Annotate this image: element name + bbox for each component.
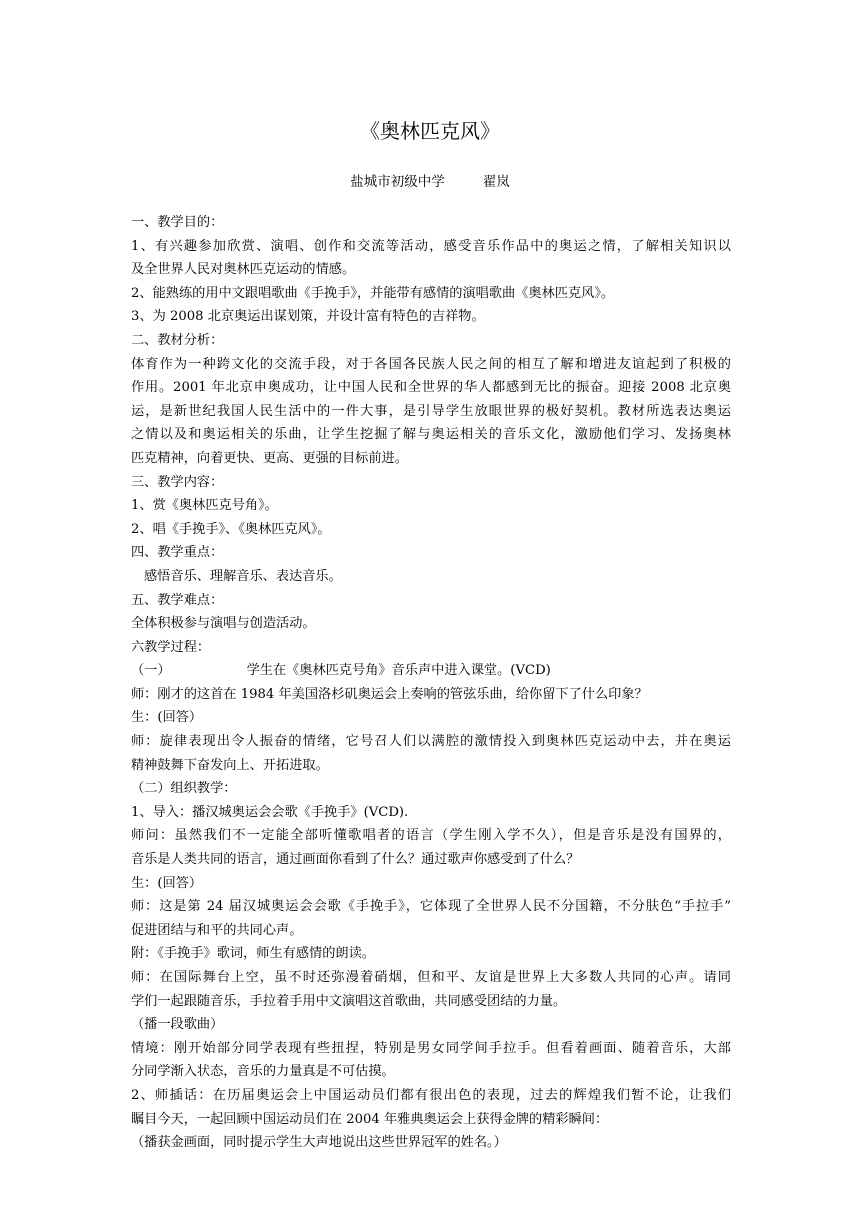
paragraph-line: 2、师插话：在历届奥运会上中国运动员们都有很出色的表现，过去的辉煌我们暂不论，让我们 [131, 1087, 731, 1103]
paragraph-line: 音乐是人类共同的语言，通过画面你看到了什么？通过歌声你感受到了什么？ [131, 852, 580, 868]
school-name: 盐城市初级中学 [350, 174, 445, 190]
paragraph-line: 分同学渐入状态，音乐的力量真是不可估摸。 [131, 1064, 395, 1080]
paragraph-line: 匹克精神，向着更快、更高、更强的目标前进。 [131, 450, 408, 466]
document-title: 《奥林匹克风》 [360, 119, 500, 143]
section-heading: （二）组织教学： [131, 781, 237, 797]
section-heading: 三、教学内容： [131, 474, 224, 490]
paragraph-line: （播一段歌曲） [131, 1017, 224, 1033]
paragraph-line: （播获金画面，同时提示学生大声地说出这些世界冠军的姓名。） [131, 1135, 507, 1151]
paragraph-line: 感悟音乐、理解音乐、表达音乐。 [144, 568, 342, 584]
step-label: （一） [131, 663, 171, 679]
paragraph-line: 师问：虽然我们不一定能全部听懂歌唱者的语言（学生刚入学不久），但是音乐是没有国界的， [131, 828, 731, 844]
paragraph-line: 促进团结与和平的共同心声。 [131, 922, 303, 938]
paragraph-line: 附：《手挽手》歌词，师生有感情的朗读。 [131, 946, 375, 962]
paragraph-line: 及全世界人民对奥林匹克运动的情感。 [131, 262, 356, 278]
document-body [131, 211, 731, 1155]
paragraph-line: 3、为 2008 北京奥运出谋划策，并设计富有特色的吉祥物。 [131, 309, 485, 325]
paragraph-line: 瞩目今天，一起回顾中国运动员们在 2004 年雅典奥运会上获得金牌的精彩瞬间： [131, 1111, 609, 1127]
section-heading: 四、教学重点： [131, 545, 224, 561]
paragraph-line: 全体积极参与演唱与创造活动。 [131, 616, 316, 632]
paragraph-line [131, 659, 731, 683]
paragraph-line: 体育作为一种跨文化的交流手段，对于各国各民族人民之间的相互了解和增进友谊起到了积极的 [131, 356, 731, 372]
section-heading: 六教学过程： [131, 639, 211, 655]
paragraph-line: 情境：刚开始部分同学表现有些扭捏，特别是男女同学间手拉手。但看着画面、随着音乐，大部 [131, 1040, 731, 1056]
paragraph-line: 师：这是第 24 届汉城奥运会会歌《手挽手》，它体现了全世界人民不分国籍，不分肤色“手拉手” [131, 899, 731, 915]
author-name: 翟岚 [482, 174, 510, 190]
paragraph-line: 学们一起跟随音乐，手拉着手用中文演唱这首歌曲，共同感受团结的力量。 [131, 993, 567, 1009]
paragraph-line: 2、唱《手挽手》、《奥林匹克风》。 [131, 521, 331, 537]
paragraph-line: 1、导入：播汉城奥运会会歌《手挽手》(VCD). [131, 804, 409, 820]
paragraph-line: 作用。2001 年北京申奥成功，让中国人民和全世界的华人都感到无比的振奋。迎接 2008 北京奥 [131, 380, 731, 396]
paragraph-line: 之情以及和奥运相关的乐曲，让学生挖掘了解与奥运相关的音乐文化，激励他们学习、发扬奥林 [131, 427, 731, 443]
step-text: 学生在《奥林匹克号角》音乐声中进入课堂。(VCD) [246, 663, 551, 679]
document-byline [0, 173, 860, 191]
section-heading: 二、教材分析： [131, 332, 224, 348]
section-heading: 五、教学难点： [131, 592, 224, 608]
paragraph-line: 1、赏《奥林匹克号角》。 [131, 498, 278, 514]
paragraph-line: 精神鼓舞下奋发向上、开拓进取。 [131, 757, 329, 773]
paragraph-line: 师：刚才的这首在 1984 年美国洛杉矶奥运会上奏响的管弦乐曲，给你留下了什么印象？ [131, 686, 648, 702]
paragraph-line: 生：(回答） [131, 875, 203, 891]
section-heading: 一、教学目的： [131, 215, 224, 230]
paragraph-line: 师：旋律表现出令人振奋的情绪，它号召人们以满腔的激情投入到奥林匹克运动中去，并在奥运 [131, 734, 731, 750]
paragraph-line: 1、有兴趣参加欣赏、演唱、创作和交流等活动，感受音乐作品中的奥运之情，了解相关知识以 [131, 238, 731, 254]
paragraph-line: 2、能熟练的用中文跟唱歌曲《手挽手》，并能带有感情的演唱歌曲《奥林匹克风》。 [131, 285, 615, 301]
paragraph-line: 运，是新世纪我国人民生活中的一件大事，是引导学生放眼世界的极好契机。教材所选表达奥运 [131, 403, 731, 419]
paragraph-line: 师：在国际舞台上空，虽不时还弥漫着硝烟，但和平、友谊是世界上大多数人共同的心声。请同 [131, 970, 731, 985]
paragraph-line: 生：(回答） [131, 710, 203, 726]
